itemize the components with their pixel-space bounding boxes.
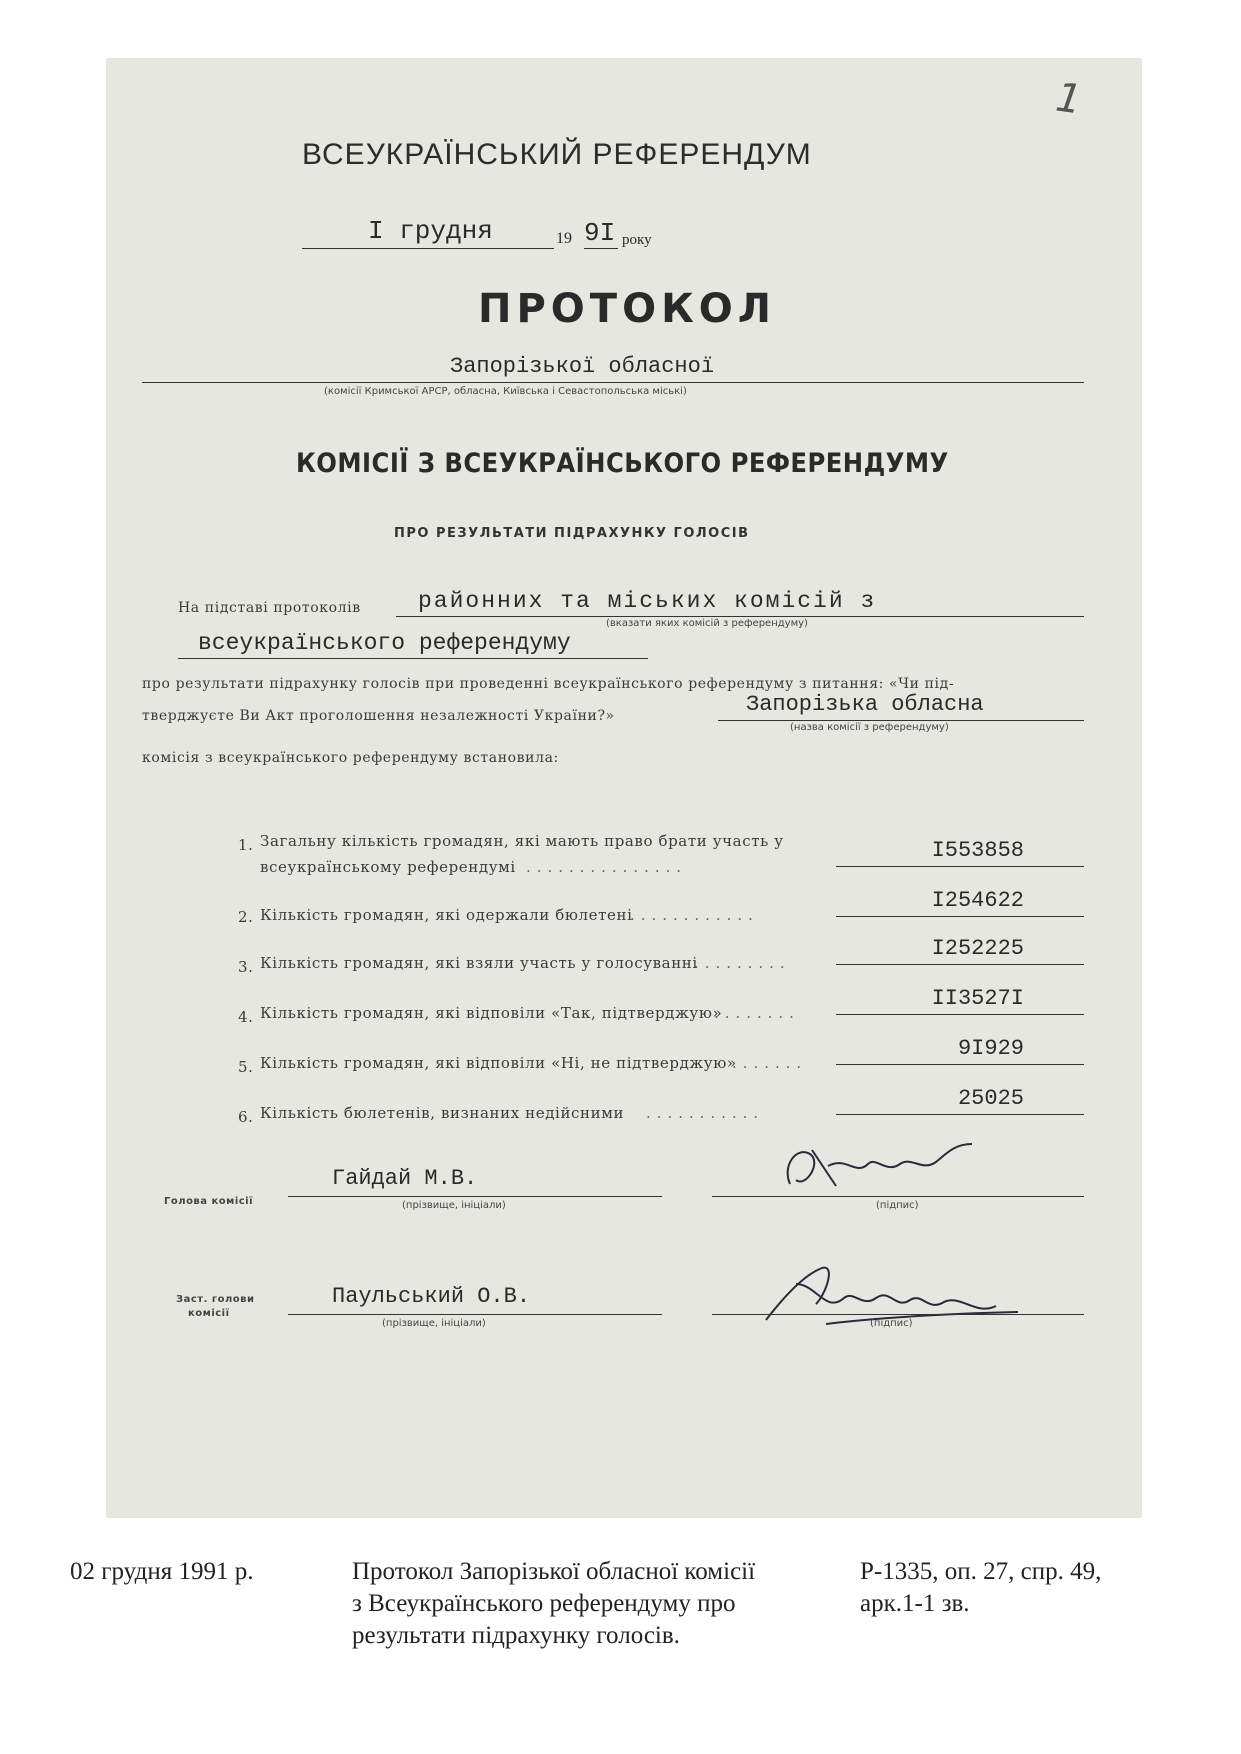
result-6-label: Кількість бюлетенів, визнаних недійсними (260, 1104, 625, 1122)
result-6-leader: . . . . . . . . . . . (646, 1104, 759, 1122)
commission-name: Запорізької обласної (450, 354, 715, 379)
caption-reference-line1: Р-1335, оп. 27, спр. 49, (860, 1558, 1102, 1585)
chair-signature-hint: (підпис) (876, 1200, 919, 1211)
basis-label: На підставі протоколів (178, 600, 361, 616)
chair-label: Голова комісії (164, 1196, 254, 1207)
basis-hint: (вказати яких комісій з референдуму) (606, 618, 808, 629)
result-3-value: I252225 (931, 936, 1024, 961)
result-4-label: Кількість громадян, які відповіли «Так, підтверджую» (260, 1004, 723, 1022)
referendum-title: ВСЕУКРАЇНСЬКИЙ РЕФЕРЕНДУМ (302, 138, 812, 171)
basis-value-line1: районних та міських комісій з (418, 588, 877, 614)
commission-heading: КОМІСІЇ З ВСЕУКРАЇНСЬКОГО РЕФЕРЕНДУМУ (296, 448, 949, 479)
caption-reference-line2: арк.1-1 зв. (860, 1590, 970, 1617)
result-1-leader: . . . . . . . . . . . . . . . (526, 858, 682, 876)
chair-name-hint: (прізвище, ініціали) (402, 1200, 506, 1211)
referendum-date-day: I грудня (368, 216, 493, 246)
caption-description-line2: з Всеукраїнського референдуму про (352, 1590, 736, 1617)
result-1-label-line2: всеукраїнському референдумі (260, 858, 516, 876)
result-2-label: Кількість громадян, які одержали бюлетені (260, 906, 633, 924)
result-4-value: II3527I (931, 986, 1024, 1011)
page-number: 1 (1052, 74, 1085, 124)
chair-signature (776, 1136, 976, 1200)
caption-description-line1: Протокол Запорізької обласної комісії (352, 1558, 756, 1585)
deputy-name: Паульський О.В. (332, 1284, 531, 1309)
question-text-line3: комісія з всеукраїнського референдуму встановила: (142, 750, 559, 766)
referendum-date-century: 19 (556, 230, 572, 247)
referendum-date-suffix: року (622, 232, 652, 248)
question-text-line2: тверджуєте Ви Акт проголошення незалежності України?» (142, 708, 615, 724)
chair-name: Гайдай М.В. (332, 1166, 478, 1191)
caption-reference (860, 1556, 1101, 1620)
result-6-value: 25025 (957, 1086, 1024, 1111)
deputy-signature-hint: (підпис) (870, 1318, 913, 1329)
result-2-value: I254622 (931, 888, 1024, 913)
result-1-value: I553858 (931, 838, 1024, 863)
deputy-label-line1: Заст. голови (176, 1294, 255, 1305)
question-commission-hint: (назва комісії з референдуму) (790, 722, 949, 733)
result-5-label: Кількість громадян, які відповіли «Ні, не підтверджую» (260, 1054, 737, 1072)
result-6-num: 6. (238, 1108, 254, 1126)
result-2-num: 2. (238, 908, 254, 926)
commission-hint: (комісії Кримської АРСР, обласна, Київська і Севастопольська міські) (324, 386, 687, 397)
subheading: ПРО РЕЗУЛЬТАТИ ПІДРАХУНКУ ГОЛОСІВ (394, 526, 750, 541)
result-3-leader: . . . . . . . . . (694, 954, 786, 972)
caption-date: 02 грудня 1991 р. (70, 1558, 254, 1585)
basis-value-line2: всеукраїнського референдуму (198, 630, 571, 656)
caption-description-line3: результати підрахунку голосів. (352, 1622, 680, 1649)
caption-description (352, 1556, 755, 1652)
result-5-leader: . . . . . . . (732, 1054, 802, 1072)
result-1-label: Загальну кількість громадян, які мають право брати участь у (260, 832, 784, 850)
result-4-num: 4. (238, 1008, 254, 1026)
result-5-value: 9I929 (957, 1036, 1024, 1061)
result-3-num: 3. (238, 958, 254, 976)
question-commission-value: Запорізька обласна (746, 692, 984, 717)
deputy-name-hint: (прізвище, ініціали) (382, 1318, 486, 1329)
result-5-num: 5. (238, 1058, 254, 1076)
result-4-leader: . . . . . . . . (714, 1004, 795, 1022)
protocol-heading: ПРОТОКОЛ (478, 286, 777, 332)
question-text-line1: про результати підрахунку голосів при проведенні всеукраїнського референдуму з питання: «Чи під- (142, 676, 955, 692)
deputy-label-line2: комісії (188, 1308, 230, 1319)
scanned-document (106, 58, 1142, 1518)
result-2-leader: . . . . . . . . . . . . (630, 906, 754, 924)
result-1-num: 1. (238, 836, 254, 854)
referendum-date-year: 9I (584, 218, 616, 248)
result-3-label: Кількість громадян, які взяли участь у голосуванні (260, 954, 698, 972)
